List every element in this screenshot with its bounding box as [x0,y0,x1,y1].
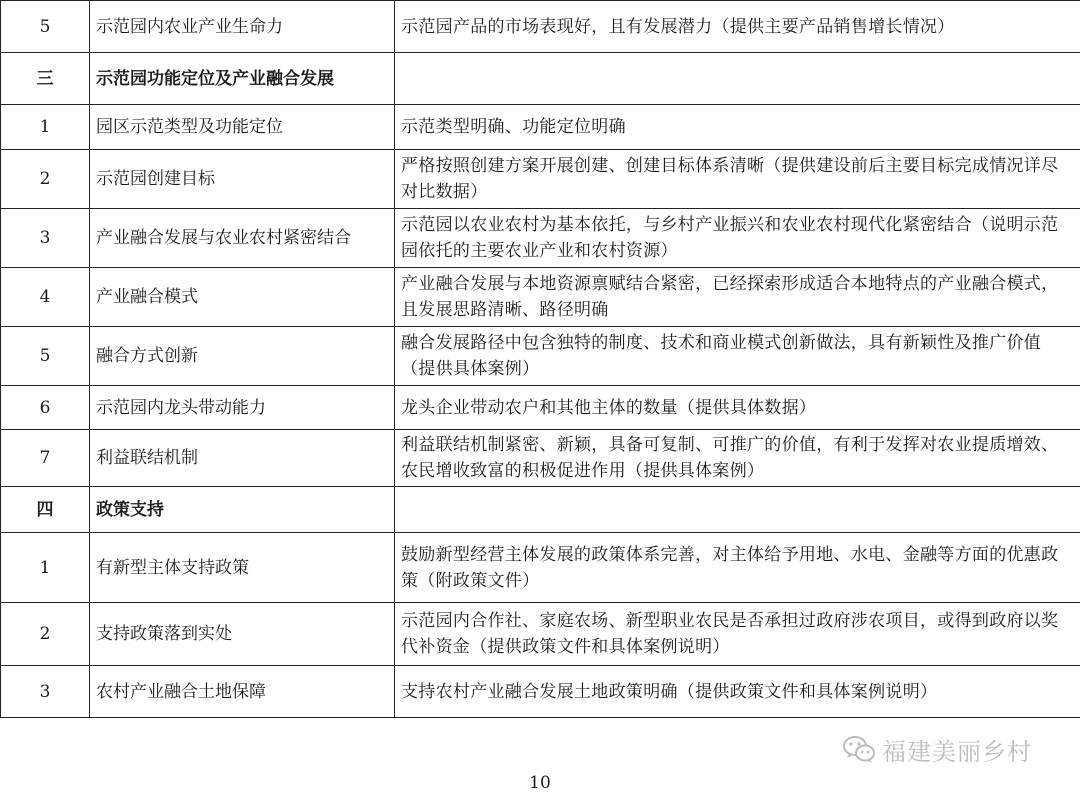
row-description [395,487,1080,533]
row-item: 示范园内龙头带动能力 [90,386,395,430]
row-number: 2 [1,603,90,666]
row-description: 示范类型明确、功能定位明确 [395,105,1080,150]
row-item: 农村产业融合土地保障 [90,666,395,718]
row-item: 有新型主体支持政策 [90,533,395,603]
row-number: 4 [1,268,90,327]
row-description: 示范园产品的市场表现好，且有发展潜力（提供主要产品销售增长情况） [395,1,1080,53]
row-description: 龙头企业带动农户和其他主体的数量（提供具体数据） [395,386,1080,430]
row-number: 1 [1,533,90,603]
row-number: 6 [1,386,90,430]
row-description: 示范园内合作社、家庭农场、新型职业农民是否承担过政府涉农项目，或得到政府以奖代补资金（提供政策文件和具体案例说明） [395,603,1080,666]
row-item: 产业融合发展与农业农村紧密结合 [90,209,395,268]
table-row [1,105,1080,150]
row-number: 5 [1,1,90,53]
table-row [1,430,1080,487]
row-number: 5 [1,327,90,386]
row-description: 示范园以农业农村为基本依托，与乡村产业振兴和农业农村现代化紧密结合（说明示范园依托的主要农业产业和农村资源） [395,209,1080,268]
section-title: 示范园功能定位及产业融合发展 [90,53,395,105]
row-item: 示范园内农业产业生命力 [90,1,395,53]
section-number: 四 [1,487,90,533]
row-description: 鼓励新型经营主体发展的政策体系完善，对主体给予用地、水电、金融等方面的优惠政策（附政策文件） [395,533,1080,603]
row-description: 产业融合发展与本地资源禀赋结合紧密，已经探索形成适合本地特点的产业融合模式，且发展思路清晰、路径明确 [395,268,1080,327]
table-row [1,386,1080,430]
row-item: 融合方式创新 [90,327,395,386]
table-row [1,268,1080,327]
table-row [1,666,1080,718]
row-number: 3 [1,209,90,268]
row-item: 利益联结机制 [90,430,395,487]
table-row [1,603,1080,666]
row-number: 1 [1,105,90,150]
table-row [1,150,1080,209]
row-number: 3 [1,666,90,718]
row-item: 支持政策落到实处 [90,603,395,666]
section-title: 政策支持 [90,487,395,533]
wechat-icon [842,734,876,764]
table-row [1,1,1080,53]
row-item: 示范园创建目标 [90,150,395,209]
row-item: 园区示范类型及功能定位 [90,105,395,150]
table-row [1,327,1080,386]
watermark-text: 福建美丽乡村 [882,737,1032,766]
section-row [1,487,1080,533]
row-description: 融合发展路径中包含独特的制度、技术和商业模式创新做法，具有新颖性及推广价值（提供具体案例） [395,327,1080,386]
watermark [842,734,1032,764]
row-number: 2 [1,150,90,209]
row-description: 严格按照创建方案开展创建、创建目标体系清晰（提供建设前后主要目标完成情况详尽对比数据） [395,150,1080,209]
row-description: 支持农村产业融合发展土地政策明确（提供政策文件和具体案例说明） [395,666,1080,718]
table-row [1,209,1080,268]
section-number: 三 [1,53,90,105]
row-description: 利益联结机制紧密、新颖，具备可复制、可推广的价值，有利于发挥对农业提质增效、农民增收致富的积极促进作用（提供具体案例） [395,430,1080,487]
row-number: 7 [1,430,90,487]
row-description [395,53,1080,105]
row-item: 产业融合模式 [90,268,395,327]
section-row [1,53,1080,105]
table-row [1,533,1080,603]
page-number: 10 [529,773,551,793]
